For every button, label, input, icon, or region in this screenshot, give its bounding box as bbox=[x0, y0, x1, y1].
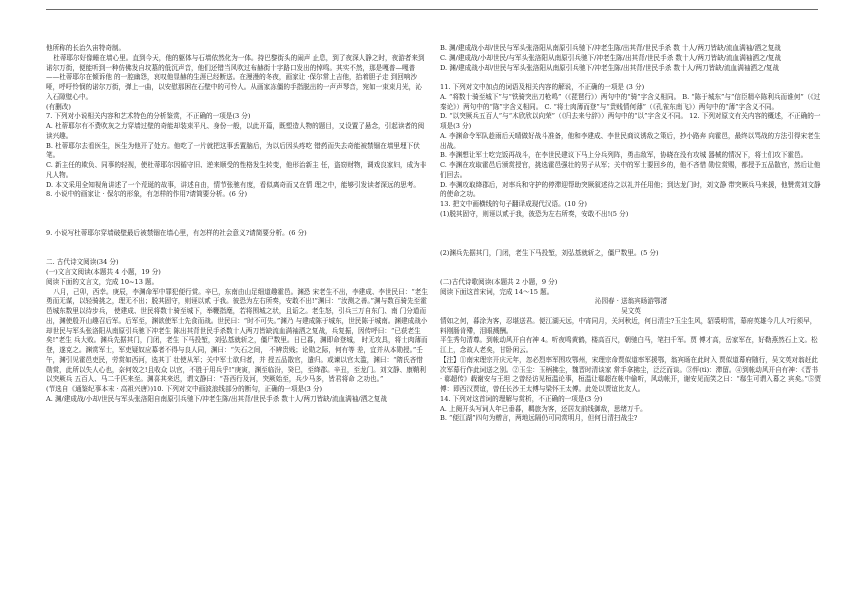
right-paragraph: 吴文英 bbox=[621, 307, 641, 315]
right-paragraph: (2)渊兵先据其门，门闭，老生下马投堑，刘弘基就斩之，僵尸数里。(5 分) bbox=[440, 248, 659, 257]
left-paragraph: (一)文言文阅读(本题共 4 小题，19 分) bbox=[46, 268, 161, 276]
right-paragraph: 平生秀句清尊。到帐动风开自有神 4。听夜鸣黄鹤，楼高百尺，朝驰白马，笔扫千军。贾 傅才高，岳家军在，好勒燕然石上文。松江上，念故人老矣，甘卧闲云。 bbox=[440, 336, 818, 354]
left-paragraph: 9. 小说写杜蒂耶尔穿墙破壁最后被禁锢在墙心里，有怎样的社会意义?请简要分析。(6 分) bbox=[46, 229, 307, 237]
right-paragraph: A. 上阕开头写词人年已垂暮，羁旅为客，还居友前线御敌，思绪万千。 bbox=[440, 404, 647, 413]
left-paragraph: 阅读下面的文言文，完成 10~13 题。 bbox=[46, 277, 159, 286]
left-paragraph: 八月，己卯，西幸。庚辰，李渊命军中罪犯便行赏。辛巳，东南由山足细道趣霍邑。渊恐 宋老生不出，李建成、李世民曰：“老生勇而无谋，以轻骑挑之，理无不出；脱其固守，则诬以贰 于我。彼恐为左右所奏，安敢不出!”渊曰：“汝测之善。”渊与数百骑先至霍邑城东数里以待步兵， 使建成、世民将数十骑至城下，举鞭指麾，若将围城之状，且诟之。老生怒，引兵三万自东门、南 门分道而出，渊使殷开山趣召后军。后军至，渊欲使军士先食而战。世民曰：“时不可失。”渊乃 与建成陈于城东，世民陈于城南。渊建成战小却世民与军头张洛阳从南原引兵驰下冲老生 陈出其背世民手杀数十人两刀皆缺流血满袖洒之复战，兵复振，因传呼曰：“已获老生矣!”老生 兵大败。渊兵先据其门，门闭，老生 下马投堑，刘弘基就斩之，僵尸数里。日已暮，渊即命登城， 时无攻具，将士肉薄而登，遂克之。渊赏军士，军吏疑奴应募者不得与良人同，渊曰：“矢石之间， 不辨贵贱；论勋之际，何有等 差，宜并从本勋授。”壬午，渊引见霍邑吏民，劳赏如西河，选其丁 壮使从军；关中军士欲归者，并 授五品散官，遣归。或谏以官太滥，渊曰：“隋氏吝惜勋赏，此所以失人心也，奈何效之!且收众 以官，不胜于用兵乎!”庚寅，渊至临汾，癸巳，至绛郡。辛丑，至龙门。刘文静、康鞘利以突厥兵 五百人、马二千匹来至。渊喜其来迟，谓文静曰：“吾西行及河，突厥始至，兵少马多，皆君将命 之功也。” bbox=[46, 287, 428, 384]
right-column bbox=[440, 44, 822, 424]
right-paragraph: 阅读下面这首宋词，完成 14～15 题。 bbox=[440, 287, 554, 296]
left-paragraph: B. 杜蒂耶尔去看医生，医生为他开了处方。他吃了一片就把这事丢置脑后，为以后因头疼吃 错药而失去奇能被禁锢在墙里埋下伏笔。 bbox=[46, 141, 420, 160]
right-paragraph bbox=[440, 258, 822, 278]
right-paragraph: 11. 下列对文中加点的词语及相关内容的解说，不正确的一项是 (3 分) bbox=[440, 83, 645, 91]
right-paragraph: 情如之何，暮涂为客，忍堪送君。便江湖天远，中宵同月，关河秋近，何日清尘?玉尘生风，貂裘明雪，幕府英雄今几人?行须早，料刚肠肯殢，泪眼溅酬。 bbox=[440, 316, 817, 335]
left-paragraph: (有删改) bbox=[46, 102, 71, 111]
right-paragraph: B. “便江湖”四句为赠言，两地远隔仍可同赏明月，但何日清扫战尘? bbox=[440, 414, 638, 423]
right-paragraph: A. 李渊命令军队趁雨后天晴做好战斗准备，他和李建成、李世民商议诱敌之策后，抄小路奔 向霍邑，最终以骂战的方法引得宋老生出战。 bbox=[440, 131, 821, 150]
right-paragraph: D. 李渊攻取绛郡后，对率兵和守护的停滞迎帮助突厥叙述待之以礼并任用他；到达龙门时，刘文静 带突厥兵马来援，他赞赏刘文静的使命之功。 bbox=[440, 180, 821, 199]
right-paragraph: B. 渊/建成战小却/世民与军头张洛阳从南原引兵驰下/冲老生陈/出其背/世民手杀 数 十人/两刀皆缺/流血满袖/洒之复战 bbox=[440, 44, 781, 52]
left-paragraph: D. 本文采用全知视角讲述了一个荒诞的故事，讲述自由，情节张驰有度，看似离奇而又在情 理之中，能够引发读者深远的思考。 bbox=[46, 180, 420, 189]
right-paragraph bbox=[440, 73, 822, 83]
right-paragraph: C. 渊/建成战/小却世民/与军头张洛阳从南原引兵驰下/冲老生陈/出其背/世民手杀 数十人/两刀皆缺/流血满袖洒之/复战 bbox=[440, 53, 781, 62]
right-paragraph: C. 李渊在攻取霍邑后颁赏授官，挑选霍邑强壮的男子从军；关中的军士要回乡的，他不吝惜 勋位赏赐，都授予五品散官，然后让他们回去。 bbox=[440, 161, 821, 179]
left-paragraph: 7. 下列对小说相关内容和艺术特色的分析鉴赏，不正确的一项是(3 分) bbox=[46, 112, 251, 121]
right-paragraph: D. 渊/建成战小却/世民与军头张洛阳从南原引兵驰下/冲老生陈/出其背/世民手杀 数十人/两刀皆缺/流血满袖洒之/复战 bbox=[440, 63, 780, 72]
left-paragraph: (节选自《通鉴纪事本末 · 高祖兴唐》)10. 下列对文中画波浪线部分的断句，正确的一项是(3 分) bbox=[46, 385, 323, 393]
left-paragraph: C. 新主任的欺负、同事的轻视，使杜蒂耶尔因循守旧、逆来顺受的性格发生转变，他形治新主 任，盗窃财物，调戏良家妇，成为非凡人物。 bbox=[46, 161, 427, 179]
right-paragraph bbox=[440, 220, 822, 249]
right-paragraph: (1)脱其固守，则诬以贰于我，彼恐为左右所奏，安敢不出!(5 分) bbox=[440, 209, 629, 218]
left-paragraph bbox=[46, 200, 428, 229]
right-paragraph: (二)古代诗歌阅读(本题共 2 小题，9 分) bbox=[440, 277, 558, 286]
left-paragraph: 8. 小说中的画家让 · 保尔的形象，有怎样的作用?请简要分析。(6 分) bbox=[46, 190, 248, 199]
left-paragraph: A. 渊/建成战/小却/世民与军头张洛阳自南原引兵驰下/冲老生陈/出其背/世民手杀 数十人/两刀皆缺/流血满袖/洒之复战 bbox=[46, 394, 387, 403]
right-paragraph: A. “将数十骑至城下”与“铁骑突出刀枪鸣”（《琵琶行》）两句中的“骑”字含义相同。 B. “陈于城东”与“信臣精卒陈利兵而谁何”（《过秦论》）两句中的“陈”字含义相同。 C. “将士肉薄而登”与“贵贱情何薄”（《孔雀东南飞》）两句中的“薄”字含义不同。 bbox=[440, 92, 821, 111]
left-paragraph: 二. 古代诗文阅读(34 分) bbox=[46, 258, 119, 267]
left-paragraph: 杜蒂耶尔好像睡在墙心里。直到今天，他的躯体与石墙依然化为一体。持巴黎街头的闹声 止息，到了夜深人静之时，夜游者来到诺尔万街，便能听到一种仿佛发自坟墓的低沉声音，他们还错当风吹过布赫街十字路口发出的悼鸣。其实不然，那是嘎普—嘎普——杜蒂耶尔在倾诉他 的一腔幽怨，哀叹他显赫的生涯已经断送。在漫漫的冬夜，画家让 ·保尔常上吉他，抬着胆子走 到回响沙哑，呼吁怜悯的诺尔万街，弹上一曲，以安慰那困在石壁中的可怜人。从画家冻僵的手指脱出的一声声琴音，宛如一束束月光，沁入石隙壁心中。 bbox=[46, 53, 425, 101]
right-paragraph: D. “以突厥兵五百人”与“木欣欣以向荣”（《归去来兮辞》）两句中的“以”字含义不同。 12. 下列对原文有关内容的概述，不正确的一项是(3 分) bbox=[440, 112, 821, 130]
right-paragraph: B. 李渊想让军士吃完饭再战斗，在李世民建议下马上分兵列阵，勇击敌军，协晓在没有攻城 器械的情况下，将士们攻下霍邑。 bbox=[440, 151, 808, 160]
right-paragraph: 14. 下列对这首词的理解与赏析，不正确的一项是(3 分) bbox=[440, 394, 603, 403]
left-paragraph: A. 杜蒂耶尔有不费吹灰之力穿墙过壁的奇能却装束平凡、身份一般，以此开篇，既塑造人物的题目，又设置了悬念，引起读者的阅读兴趣。 bbox=[46, 122, 425, 140]
left-paragraph: 他所称的长治久宙特奇制。 bbox=[46, 44, 126, 52]
page-top-rule bbox=[46, 9, 818, 10]
left-paragraph bbox=[46, 239, 428, 259]
right-paragraph: 沁园春 · 送翁宾旸游鄂渚 bbox=[594, 297, 668, 306]
right-paragraph: 【注】①南宋理宗开庆元年，忽必烈率军围攻鄂州，宋理宗命贾似道率军援鄂，翁宾旸在此时入 贾似道幕府随行，吴文英对翁赶此次军幕行作此词送之别。②玉尘：玉柄拂尘，魏晋时清谈家 常手拿拂尘，泛泛而谈。③怦(tì)：滞留。④到帐动风开自有神：《晋书 · 郗超传》载谢安与王坦 之曾经访见桓温论事，桓温让郗超在帐中偷听，风动帐开，谢安见而笑之曰：“郗生可谓入幕之 宾矣。”⑤贾傅：即西汉贾谊，曾任长沙王太傅与梁怀王太傅。此处以贾谊比友人。 bbox=[440, 355, 822, 393]
left-column bbox=[46, 44, 428, 405]
right-paragraph: 13. 把文中画横线的句子翻译成现代汉语。(10 分) bbox=[440, 200, 587, 208]
